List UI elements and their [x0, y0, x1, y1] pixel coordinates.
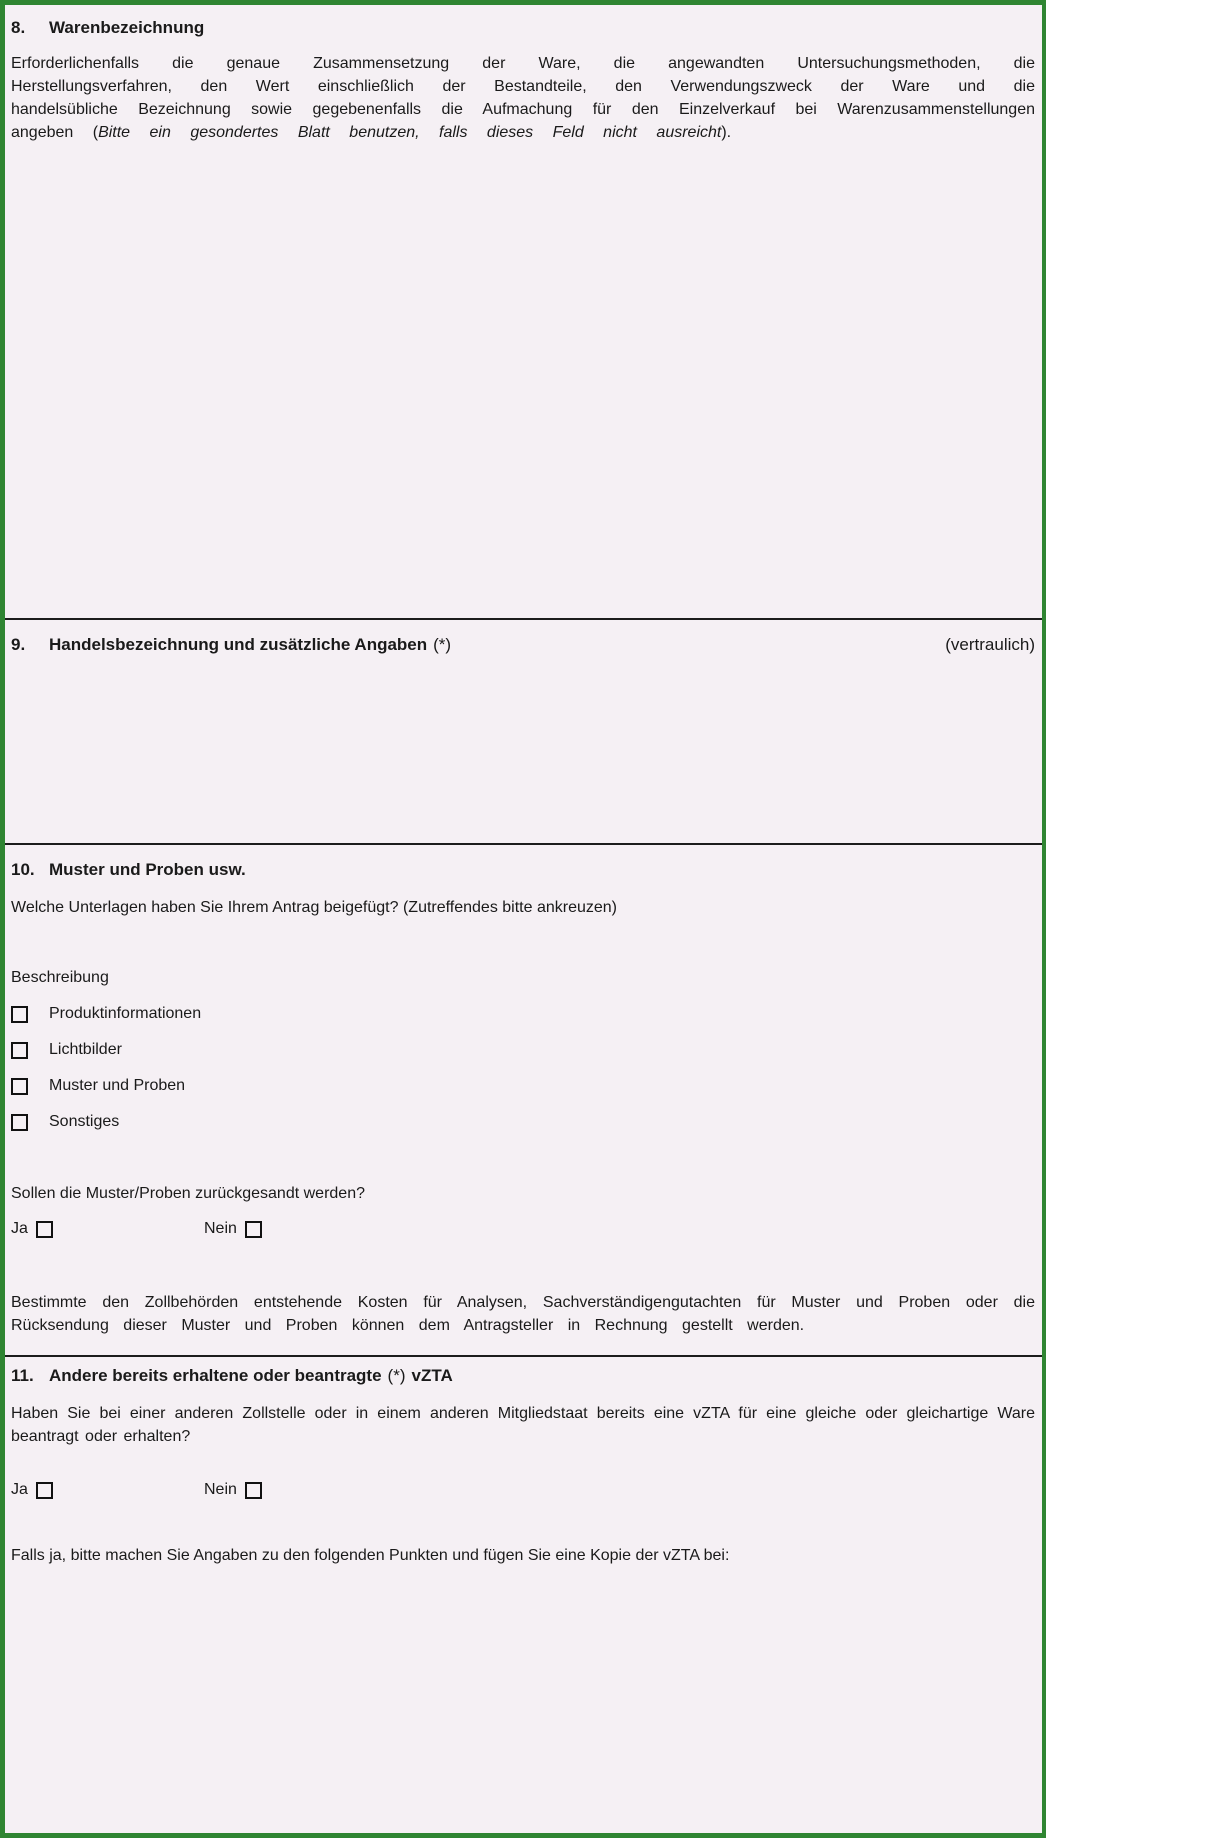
vertraulich-label: (vertraulich) — [945, 635, 1035, 654]
attachment-row-produktinformationen — [11, 1004, 1035, 1024]
attachment-row-muster-und-proben — [11, 1076, 1035, 1096]
section-10-heading — [11, 860, 1035, 880]
other-vzta-nein-group — [204, 1481, 262, 1499]
section-10-number: 10. — [11, 860, 35, 879]
checkbox-muster-return-ja[interactable] — [36, 1221, 53, 1238]
muster-return-nein-label: Nein — [204, 1220, 237, 1237]
other-vzta-choice-row — [11, 1480, 1035, 1500]
section-8-instructions-italic: Bitte ein gesondertes Blatt benutzen, falls dieses Feld nicht ausreicht — [98, 124, 722, 141]
attachment-row-lichtbilder — [11, 1040, 1035, 1060]
attachment-label-lichtbilder: Lichtbilder — [49, 1041, 122, 1058]
section-8-instructions — [11, 52, 1035, 144]
falls-ja-instruction: Falls ja, bitte machen Sie Angaben zu den folgenden Punkten und fügen Sie eine Kopie der vZTA bei: — [11, 1547, 730, 1564]
section-9-title: Handelsbezeichnung und zusätzliche Angaben — [49, 635, 428, 654]
section-11-andere-vzta — [5, 1357, 1042, 1833]
attachment-label-muster-und-proben: Muster und Proben — [49, 1077, 186, 1094]
checkbox-sonstiges[interactable] — [11, 1114, 28, 1131]
attachments-question: Welche Unterlagen haben Sie Ihrem Antrag beigefügt? (Zutreffendes bitte ankreuzen) — [11, 899, 618, 916]
section-11-title-vzta: vZTA — [411, 1366, 453, 1385]
section-8-title: Warenbezeichnung — [49, 18, 205, 37]
section-8-number: 8. — [11, 18, 26, 37]
other-vzta-ja-group — [11, 1481, 204, 1499]
checkbox-lichtbilder[interactable] — [11, 1042, 28, 1059]
section-9-number: 9. — [11, 635, 26, 654]
section-8-instructions-start: Erforderlichenfalls die genaue Zusammensetzung der Ware, die angewandten Untersuchungsmethoden, die Herstellungsverfahren, den Wert einschließlich der Bestandteile, den Verwendungszweck der Ware und die handelsübliche Bezeichnung sowie gegebenenfalls die Aufmachung für den Einzelverkauf bei Warenzusammenstellungen angeben ( — [11, 55, 1035, 141]
section-11-asterisk: (*) — [387, 1366, 406, 1385]
beschreibung-label: Beschreibung — [11, 969, 109, 986]
section-11-title: Andere bereits erhaltene oder beantragte — [49, 1366, 382, 1385]
muster-return-choice-row — [11, 1219, 1035, 1239]
checkbox-other-vzta-nein[interactable] — [245, 1482, 262, 1499]
section-11-heading — [11, 1366, 1035, 1386]
section-8-heading — [11, 18, 1035, 38]
muster-return-question: Sollen die Muster/Proben zurückgesandt werden? — [11, 1185, 365, 1202]
muster-return-nein-group — [204, 1220, 262, 1238]
checkbox-other-vzta-ja[interactable] — [36, 1482, 53, 1499]
section-9-handelsbezeichnung — [5, 620, 1042, 845]
section-9-heading — [11, 635, 451, 655]
section-10-muster-und-proben — [5, 845, 1042, 1357]
checkbox-muster-return-nein[interactable] — [245, 1221, 262, 1238]
other-vzta-ja-label: Ja — [11, 1481, 28, 1498]
section-10-title: Muster und Proben usw. — [49, 860, 246, 879]
section-8-instructions-end: ). — [721, 124, 732, 141]
section-9-asterisk: (*) — [433, 635, 452, 654]
muster-return-ja-label: Ja — [11, 1220, 28, 1237]
other-vzta-question: Haben Sie bei einer anderen Zollstelle oder in einem anderen Mitgliedstaat bereits eine vZTA für eine gleiche oder gleichartige Ware beantragt oder erhalten? — [11, 1405, 1035, 1445]
attachment-label-produktinformationen: Produktinformationen — [49, 1005, 202, 1022]
section-9-heading-row — [11, 635, 1035, 655]
attachment-label-sonstiges: Sonstiges — [49, 1113, 120, 1130]
muster-return-ja-group — [11, 1220, 204, 1238]
checkbox-muster-und-proben[interactable] — [11, 1078, 28, 1095]
section-8-warenbezeichnung — [5, 5, 1042, 620]
attachment-row-sonstiges — [11, 1112, 1035, 1132]
section-11-number: 11. — [11, 1366, 34, 1385]
checkbox-produktinformationen[interactable] — [11, 1006, 28, 1023]
costs-note: Bestimmte den Zollbehörden entstehende Kosten für Analysen, Sachverständigengutachten für Muster und Proben oder die Rücksendung dieser Muster und Proben können dem Antragsteller in Rechnung gestellt werden. — [11, 1294, 1035, 1334]
other-vzta-nein-label: Nein — [204, 1481, 237, 1498]
